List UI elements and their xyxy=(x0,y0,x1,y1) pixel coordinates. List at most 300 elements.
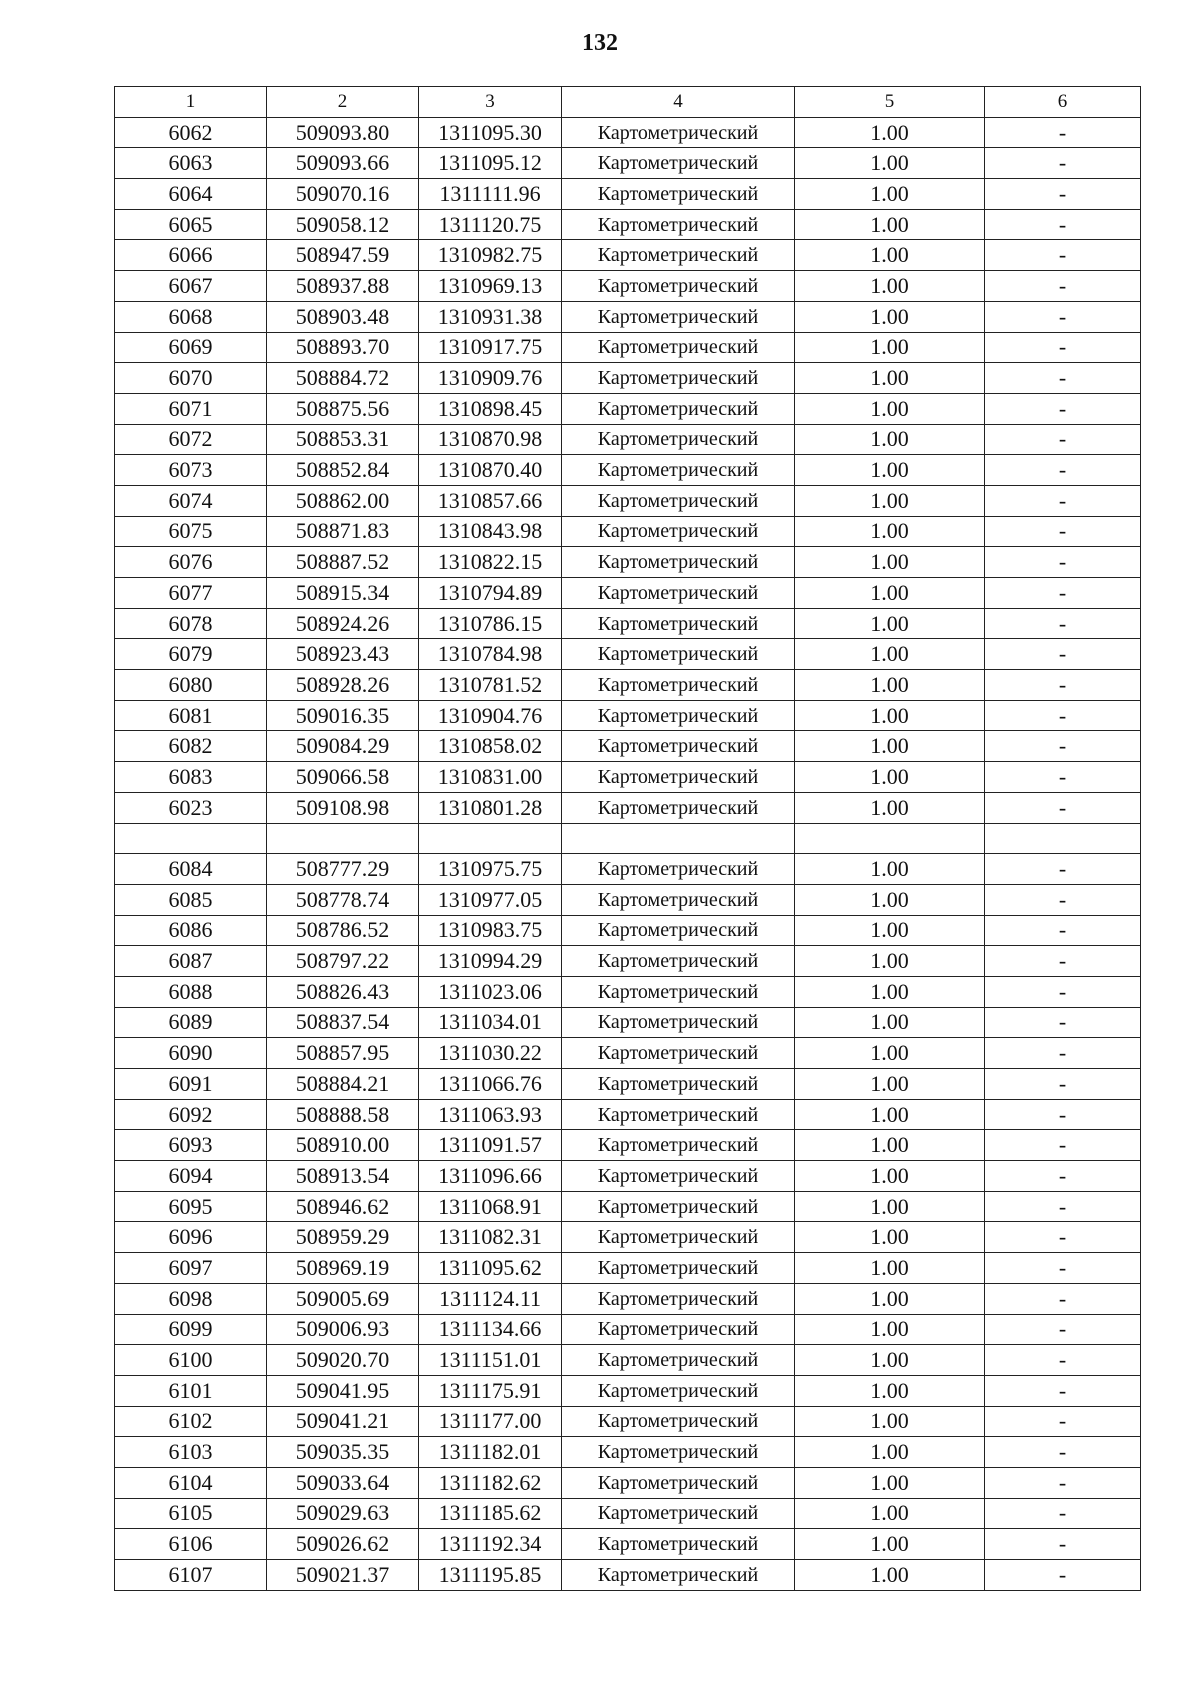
method-cell: Картометрический xyxy=(562,301,795,332)
table-row xyxy=(115,1560,1141,1591)
y-coordinate-cell: 1311120.75 xyxy=(419,209,562,240)
point-number-cell: 6089 xyxy=(115,1007,267,1038)
point-number-cell: 6080 xyxy=(115,670,267,701)
table-header-row xyxy=(115,87,1141,118)
accuracy-cell: 1.00 xyxy=(795,915,985,946)
y-coordinate-cell: 1311182.62 xyxy=(419,1467,562,1498)
method-cell: Картометрический xyxy=(562,1529,795,1560)
table-row xyxy=(115,700,1141,731)
x-coordinate-cell: 509066.58 xyxy=(267,762,419,793)
x-coordinate-cell: 508857.95 xyxy=(267,1038,419,1069)
method-cell: Картометрический xyxy=(562,1437,795,1468)
table-row xyxy=(115,823,1141,854)
accuracy-cell: 1.00 xyxy=(795,578,985,609)
table-row xyxy=(115,976,1141,1007)
point-number-cell: 6082 xyxy=(115,731,267,762)
table-row xyxy=(115,731,1141,762)
table-row xyxy=(115,578,1141,609)
y-coordinate-cell: 1311030.22 xyxy=(419,1038,562,1069)
accuracy-cell: 1.00 xyxy=(795,731,985,762)
x-coordinate-cell: 508884.21 xyxy=(267,1069,419,1100)
note-cell: - xyxy=(985,424,1141,455)
table-row xyxy=(115,1498,1141,1529)
point-number-cell: 6101 xyxy=(115,1375,267,1406)
y-coordinate-cell: 1311066.76 xyxy=(419,1069,562,1100)
point-number-cell: 6070 xyxy=(115,363,267,394)
accuracy-cell: 1.00 xyxy=(795,854,985,885)
accuracy-cell: 1.00 xyxy=(795,1099,985,1130)
y-coordinate-cell: 1310781.52 xyxy=(419,670,562,701)
method-cell: Картометрический xyxy=(562,1314,795,1345)
note-cell: - xyxy=(985,1130,1141,1161)
method-cell: Картометрический xyxy=(562,854,795,885)
x-coordinate-cell: 509006.93 xyxy=(267,1314,419,1345)
method-cell: Картометрический xyxy=(562,792,795,823)
y-coordinate-cell: 1311068.91 xyxy=(419,1191,562,1222)
y-coordinate-cell: 1311175.91 xyxy=(419,1375,562,1406)
accuracy-cell: 1.00 xyxy=(795,1069,985,1100)
method-cell: Картометрический xyxy=(562,578,795,609)
x-coordinate-cell: 508947.59 xyxy=(267,240,419,271)
column-header: 1 xyxy=(115,87,267,118)
point-number-cell: 6065 xyxy=(115,209,267,240)
point-number-cell: 6091 xyxy=(115,1069,267,1100)
accuracy-cell: 1.00 xyxy=(795,1314,985,1345)
note-cell: - xyxy=(985,1345,1141,1376)
x-coordinate-cell: 508777.29 xyxy=(267,854,419,885)
x-coordinate-cell: 509084.29 xyxy=(267,731,419,762)
method-cell: Картометрический xyxy=(562,915,795,946)
note-cell: - xyxy=(985,884,1141,915)
point-number-cell: 6076 xyxy=(115,547,267,578)
accuracy-cell: 1.00 xyxy=(795,1560,985,1591)
point-number-cell: 6078 xyxy=(115,608,267,639)
accuracy-cell: 1.00 xyxy=(795,1467,985,1498)
point-number-cell: 6107 xyxy=(115,1560,267,1591)
accuracy-cell: 1.00 xyxy=(795,1161,985,1192)
note-cell: - xyxy=(985,148,1141,179)
accuracy-cell: 1.00 xyxy=(795,301,985,332)
y-coordinate-cell: 1310843.98 xyxy=(419,516,562,547)
x-coordinate-cell: 509041.95 xyxy=(267,1375,419,1406)
table-row xyxy=(115,670,1141,701)
table-row xyxy=(115,179,1141,210)
accuracy-cell: 1.00 xyxy=(795,1345,985,1376)
accuracy-cell: 1.00 xyxy=(795,1498,985,1529)
method-cell: Картометрический xyxy=(562,485,795,516)
note-cell: - xyxy=(985,1498,1141,1529)
table-row xyxy=(115,792,1141,823)
accuracy-cell: 1.00 xyxy=(795,1283,985,1314)
note-cell: - xyxy=(985,240,1141,271)
column-header: 3 xyxy=(419,87,562,118)
method-cell: Картометрический xyxy=(562,209,795,240)
accuracy-cell: 1.00 xyxy=(795,1130,985,1161)
y-coordinate-cell: 1311185.62 xyxy=(419,1498,562,1529)
method-cell: Картометрический xyxy=(562,1191,795,1222)
point-number-cell: 6062 xyxy=(115,117,267,148)
note-cell: - xyxy=(985,1314,1141,1345)
x-coordinate-cell: 508937.88 xyxy=(267,271,419,302)
table-row xyxy=(115,854,1141,885)
y-coordinate-cell: 1311091.57 xyxy=(419,1130,562,1161)
x-coordinate-cell: 508826.43 xyxy=(267,976,419,1007)
x-coordinate-cell: 508923.43 xyxy=(267,639,419,670)
method-cell: Картометрический xyxy=(562,946,795,977)
accuracy-cell: 1.00 xyxy=(795,1437,985,1468)
note-cell: - xyxy=(985,578,1141,609)
y-coordinate-cell: 1311082.31 xyxy=(419,1222,562,1253)
x-coordinate-cell: 509041.21 xyxy=(267,1406,419,1437)
accuracy-cell: 1.00 xyxy=(795,1375,985,1406)
y-coordinate-cell: 1311177.00 xyxy=(419,1406,562,1437)
y-coordinate-cell: 1311124.11 xyxy=(419,1283,562,1314)
y-coordinate-cell: 1311096.66 xyxy=(419,1161,562,1192)
note-cell: - xyxy=(985,363,1141,394)
point-number-cell: 6075 xyxy=(115,516,267,547)
note-cell: - xyxy=(985,608,1141,639)
note-cell: - xyxy=(985,516,1141,547)
table-row xyxy=(115,393,1141,424)
accuracy-cell: 1.00 xyxy=(795,946,985,977)
point-number-cell: 6100 xyxy=(115,1345,267,1376)
x-coordinate-cell: 508888.58 xyxy=(267,1099,419,1130)
method-cell: Картометрический xyxy=(562,670,795,701)
y-coordinate-cell: 1311134.66 xyxy=(419,1314,562,1345)
method-cell: Картометрический xyxy=(562,516,795,547)
point-number-cell: 6069 xyxy=(115,332,267,363)
point-number-cell: 6106 xyxy=(115,1529,267,1560)
table-body xyxy=(115,117,1141,1590)
note-cell: - xyxy=(985,976,1141,1007)
accuracy-cell: 1.00 xyxy=(795,179,985,210)
method-cell: Картометрический xyxy=(562,179,795,210)
point-number-cell: 6063 xyxy=(115,148,267,179)
accuracy-cell: 1.00 xyxy=(795,332,985,363)
y-coordinate-cell: 1310784.98 xyxy=(419,639,562,670)
y-coordinate-cell: 1310831.00 xyxy=(419,762,562,793)
method-cell: Картометрический xyxy=(562,424,795,455)
table-row xyxy=(115,148,1141,179)
table-row xyxy=(115,1191,1141,1222)
method-cell: Картометрический xyxy=(562,1345,795,1376)
table-row xyxy=(115,209,1141,240)
note-cell: - xyxy=(985,1161,1141,1192)
table-row xyxy=(115,1345,1141,1376)
column-header: 4 xyxy=(562,87,795,118)
y-coordinate-cell: 1310898.45 xyxy=(419,393,562,424)
note-cell: - xyxy=(985,1038,1141,1069)
method-cell xyxy=(562,823,795,854)
note-cell: - xyxy=(985,1253,1141,1284)
table-row xyxy=(115,240,1141,271)
method-cell: Картометрический xyxy=(562,332,795,363)
x-coordinate-cell: 508969.19 xyxy=(267,1253,419,1284)
x-coordinate-cell: 509016.35 xyxy=(267,700,419,731)
x-coordinate-cell: 508786.52 xyxy=(267,915,419,946)
accuracy-cell: 1.00 xyxy=(795,455,985,486)
method-cell: Картометрический xyxy=(562,1161,795,1192)
y-coordinate-cell: 1311195.85 xyxy=(419,1560,562,1591)
x-coordinate-cell: 509035.35 xyxy=(267,1437,419,1468)
y-coordinate-cell: 1310917.75 xyxy=(419,332,562,363)
table-row xyxy=(115,424,1141,455)
method-cell: Картометрический xyxy=(562,363,795,394)
y-coordinate-cell: 1311192.34 xyxy=(419,1529,562,1560)
y-coordinate-cell: 1310983.75 xyxy=(419,915,562,946)
point-number-cell: 6085 xyxy=(115,884,267,915)
point-number-cell: 6083 xyxy=(115,762,267,793)
accuracy-cell: 1.00 xyxy=(795,516,985,547)
x-coordinate-cell: 509029.63 xyxy=(267,1498,419,1529)
x-coordinate-cell: 508887.52 xyxy=(267,547,419,578)
point-number-cell: 6098 xyxy=(115,1283,267,1314)
y-coordinate-cell: 1310994.29 xyxy=(419,946,562,977)
x-coordinate-cell: 509020.70 xyxy=(267,1345,419,1376)
point-number-cell: 6073 xyxy=(115,455,267,486)
table-row xyxy=(115,485,1141,516)
point-number-cell: 6102 xyxy=(115,1406,267,1437)
table-row xyxy=(115,915,1141,946)
method-cell: Картометрический xyxy=(562,1467,795,1498)
accuracy-cell: 1.00 xyxy=(795,670,985,701)
note-cell: - xyxy=(985,731,1141,762)
method-cell: Картометрический xyxy=(562,1498,795,1529)
accuracy-cell: 1.00 xyxy=(795,117,985,148)
note-cell: - xyxy=(985,393,1141,424)
y-coordinate-cell: 1310794.89 xyxy=(419,578,562,609)
point-number-cell: 6086 xyxy=(115,915,267,946)
method-cell: Картометрический xyxy=(562,731,795,762)
method-cell: Картометрический xyxy=(562,117,795,148)
accuracy-cell: 1.00 xyxy=(795,762,985,793)
x-coordinate-cell: 508915.34 xyxy=(267,578,419,609)
method-cell: Картометрический xyxy=(562,455,795,486)
table-row xyxy=(115,1099,1141,1130)
table-row xyxy=(115,946,1141,977)
table-row xyxy=(115,1130,1141,1161)
x-coordinate-cell: 508928.26 xyxy=(267,670,419,701)
y-coordinate-cell: 1311034.01 xyxy=(419,1007,562,1038)
y-coordinate-cell: 1311182.01 xyxy=(419,1437,562,1468)
note-cell: - xyxy=(985,1406,1141,1437)
accuracy-cell: 1.00 xyxy=(795,1253,985,1284)
point-number-cell: 6071 xyxy=(115,393,267,424)
x-coordinate-cell: 508913.54 xyxy=(267,1161,419,1192)
x-coordinate-cell: 508871.83 xyxy=(267,516,419,547)
x-coordinate-cell: 509058.12 xyxy=(267,209,419,240)
y-coordinate-cell: 1310786.15 xyxy=(419,608,562,639)
note-cell: - xyxy=(985,792,1141,823)
note-cell: - xyxy=(985,1529,1141,1560)
x-coordinate-cell: 509005.69 xyxy=(267,1283,419,1314)
point-number-cell: 6105 xyxy=(115,1498,267,1529)
note-cell: - xyxy=(985,1467,1141,1498)
y-coordinate-cell: 1311151.01 xyxy=(419,1345,562,1376)
note-cell: - xyxy=(985,700,1141,731)
y-coordinate-cell: 1310909.76 xyxy=(419,363,562,394)
method-cell: Картометрический xyxy=(562,1283,795,1314)
method-cell: Картометрический xyxy=(562,608,795,639)
y-coordinate-cell: 1311095.30 xyxy=(419,117,562,148)
x-coordinate-cell: 508862.00 xyxy=(267,485,419,516)
x-coordinate-cell: 508853.31 xyxy=(267,424,419,455)
note-cell: - xyxy=(985,1099,1141,1130)
method-cell: Картометрический xyxy=(562,1560,795,1591)
x-coordinate-cell: 508893.70 xyxy=(267,332,419,363)
y-coordinate-cell: 1311063.93 xyxy=(419,1099,562,1130)
note-cell: - xyxy=(985,639,1141,670)
x-coordinate-cell: 509093.66 xyxy=(267,148,419,179)
point-number-cell: 6103 xyxy=(115,1437,267,1468)
table-row xyxy=(115,884,1141,915)
x-coordinate-cell: 508797.22 xyxy=(267,946,419,977)
x-coordinate-cell: 508778.74 xyxy=(267,884,419,915)
x-coordinate-cell: 508959.29 xyxy=(267,1222,419,1253)
accuracy-cell: 1.00 xyxy=(795,1191,985,1222)
method-cell: Картометрический xyxy=(562,1099,795,1130)
note-cell: - xyxy=(985,117,1141,148)
table-row xyxy=(115,639,1141,670)
point-number-cell: 6087 xyxy=(115,946,267,977)
point-number-cell: 6096 xyxy=(115,1222,267,1253)
accuracy-cell: 1.00 xyxy=(795,485,985,516)
x-coordinate-cell: 508924.26 xyxy=(267,608,419,639)
table-row xyxy=(115,608,1141,639)
x-coordinate-cell: 508875.56 xyxy=(267,393,419,424)
y-coordinate-cell: 1310870.40 xyxy=(419,455,562,486)
point-number-cell: 6095 xyxy=(115,1191,267,1222)
table-row xyxy=(115,547,1141,578)
table-row xyxy=(115,271,1141,302)
x-coordinate-cell: 508884.72 xyxy=(267,363,419,394)
note-cell xyxy=(985,823,1141,854)
accuracy-cell: 1.00 xyxy=(795,547,985,578)
x-coordinate-cell: 508903.48 xyxy=(267,301,419,332)
x-coordinate-cell: 508852.84 xyxy=(267,455,419,486)
accuracy-cell: 1.00 xyxy=(795,1038,985,1069)
note-cell: - xyxy=(985,1222,1141,1253)
x-coordinate-cell: 508910.00 xyxy=(267,1130,419,1161)
table-row xyxy=(115,1222,1141,1253)
point-number-cell: 6081 xyxy=(115,700,267,731)
x-coordinate-cell: 509021.37 xyxy=(267,1560,419,1591)
table-row xyxy=(115,1253,1141,1284)
point-number-cell: 6104 xyxy=(115,1467,267,1498)
point-number-cell: 6084 xyxy=(115,854,267,885)
table-row xyxy=(115,301,1141,332)
y-coordinate-cell: 1310931.38 xyxy=(419,301,562,332)
note-cell: - xyxy=(985,854,1141,885)
y-coordinate-cell: 1310857.66 xyxy=(419,485,562,516)
method-cell: Картометрический xyxy=(562,547,795,578)
point-number-cell: 6072 xyxy=(115,424,267,455)
table-row xyxy=(115,516,1141,547)
note-cell: - xyxy=(985,1191,1141,1222)
x-coordinate-cell: 508837.54 xyxy=(267,1007,419,1038)
y-coordinate-cell: 1310801.28 xyxy=(419,792,562,823)
y-coordinate-cell: 1310969.13 xyxy=(419,271,562,302)
method-cell: Картометрический xyxy=(562,240,795,271)
table-row xyxy=(115,1437,1141,1468)
point-number-cell: 6068 xyxy=(115,301,267,332)
y-coordinate-cell: 1310858.02 xyxy=(419,731,562,762)
y-coordinate-cell: 1310982.75 xyxy=(419,240,562,271)
table-row xyxy=(115,1007,1141,1038)
method-cell: Картометрический xyxy=(562,639,795,670)
note-cell: - xyxy=(985,762,1141,793)
note-cell: - xyxy=(985,670,1141,701)
method-cell: Картометрический xyxy=(562,393,795,424)
y-coordinate-cell: 1310870.98 xyxy=(419,424,562,455)
table-row xyxy=(115,117,1141,148)
note-cell: - xyxy=(985,946,1141,977)
table-row xyxy=(115,1283,1141,1314)
method-cell: Картометрический xyxy=(562,700,795,731)
method-cell: Картометрический xyxy=(562,1007,795,1038)
table-row xyxy=(115,332,1141,363)
accuracy-cell: 1.00 xyxy=(795,884,985,915)
point-number-cell: 6094 xyxy=(115,1161,267,1192)
accuracy-cell: 1.00 xyxy=(795,271,985,302)
note-cell: - xyxy=(985,179,1141,210)
point-number-cell: 6079 xyxy=(115,639,267,670)
y-coordinate-cell: 1310975.75 xyxy=(419,854,562,885)
page-number: 132 xyxy=(582,30,618,56)
y-coordinate-cell: 1310977.05 xyxy=(419,884,562,915)
method-cell: Картометрический xyxy=(562,148,795,179)
table-row xyxy=(115,1529,1141,1560)
point-number-cell: 6092 xyxy=(115,1099,267,1130)
note-cell: - xyxy=(985,547,1141,578)
accuracy-cell: 1.00 xyxy=(795,1529,985,1560)
accuracy-cell: 1.00 xyxy=(795,148,985,179)
y-coordinate-cell: 1311023.06 xyxy=(419,976,562,1007)
table-row xyxy=(115,762,1141,793)
point-number-cell: 6077 xyxy=(115,578,267,609)
point-number-cell xyxy=(115,823,267,854)
note-cell: - xyxy=(985,485,1141,516)
method-cell: Картометрический xyxy=(562,271,795,302)
x-coordinate-cell xyxy=(267,823,419,854)
accuracy-cell: 1.00 xyxy=(795,608,985,639)
table-row xyxy=(115,363,1141,394)
method-cell: Картометрический xyxy=(562,1069,795,1100)
accuracy-cell: 1.00 xyxy=(795,240,985,271)
point-number-cell: 6074 xyxy=(115,485,267,516)
table-row xyxy=(115,1038,1141,1069)
method-cell: Картометрический xyxy=(562,1406,795,1437)
x-coordinate-cell: 509026.62 xyxy=(267,1529,419,1560)
column-header: 5 xyxy=(795,87,985,118)
note-cell: - xyxy=(985,1560,1141,1591)
accuracy-cell: 1.00 xyxy=(795,639,985,670)
x-coordinate-cell: 509070.16 xyxy=(267,179,419,210)
note-cell: - xyxy=(985,1069,1141,1100)
method-cell: Картометрический xyxy=(562,976,795,1007)
point-number-cell: 6090 xyxy=(115,1038,267,1069)
point-number-cell: 6088 xyxy=(115,976,267,1007)
note-cell: - xyxy=(985,1007,1141,1038)
column-header: 2 xyxy=(267,87,419,118)
accuracy-cell: 1.00 xyxy=(795,1406,985,1437)
point-number-cell: 6064 xyxy=(115,179,267,210)
accuracy-cell: 1.00 xyxy=(795,424,985,455)
table-row xyxy=(115,1406,1141,1437)
note-cell: - xyxy=(985,301,1141,332)
method-cell: Картометрический xyxy=(562,1222,795,1253)
y-coordinate-cell: 1310904.76 xyxy=(419,700,562,731)
